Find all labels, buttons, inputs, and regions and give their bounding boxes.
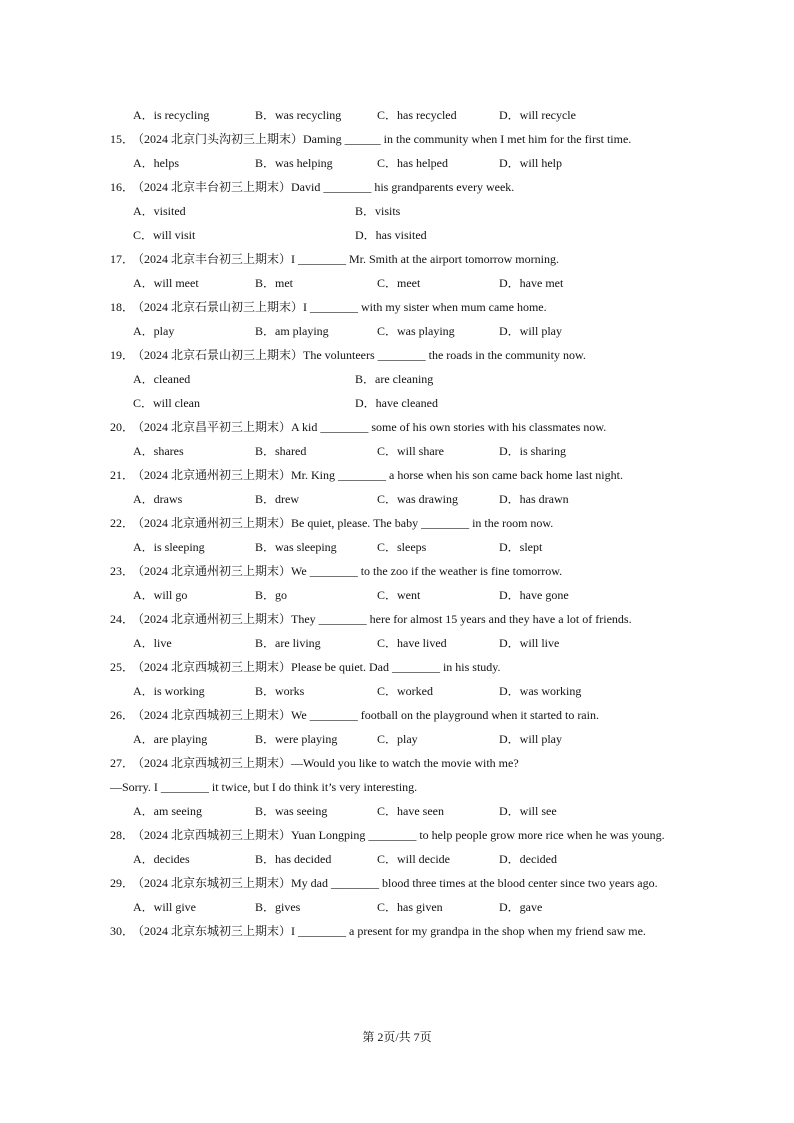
- answer-option: B．was helping: [255, 156, 333, 170]
- question-stem: [110, 706, 700, 730]
- answer-options: [110, 730, 700, 754]
- answer-option: B．go: [255, 588, 288, 602]
- question-continuation: [110, 778, 700, 802]
- answer-option: C．was drawing: [377, 492, 458, 506]
- answer-options: [110, 370, 700, 394]
- answer-option: A．is working: [133, 684, 205, 698]
- answer-option: A．visited: [133, 204, 186, 218]
- question-text: （2024 北京丰台初三上期末）David ________ his grandparents every week.: [132, 180, 515, 194]
- question-text: （2024 北京东城初三上期末）I ________ a present for my grandpa in the shop when my friend saw me.: [132, 924, 646, 938]
- answer-option: A．shares: [133, 444, 184, 458]
- question-stem: [110, 130, 700, 154]
- question-stem: [110, 298, 700, 322]
- answer-option: D．will see: [499, 804, 557, 818]
- answer-option: C．will clean: [133, 396, 200, 410]
- answer-options: [110, 394, 700, 418]
- answer-option: A．decides: [133, 852, 190, 866]
- answer-option: C．was playing: [377, 324, 455, 338]
- answer-option: B．works: [255, 684, 305, 698]
- question-text: （2024 北京石景山初三上期末）The volunteers ________ the roads in the community now.: [132, 348, 586, 362]
- answer-options: [110, 442, 700, 466]
- answer-option: A．will meet: [133, 276, 199, 290]
- answer-options: [110, 274, 700, 298]
- answer-option: B．are living: [255, 636, 321, 650]
- question-text: （2024 北京通州初三上期末）We ________ to the zoo if the weather is fine tomorrow.: [132, 564, 563, 578]
- question-text: （2024 北京西城初三上期末）—Would you like to watch the movie with me?: [132, 756, 519, 770]
- answer-option: D．will play: [499, 324, 562, 338]
- question-number: 27．: [110, 756, 135, 770]
- answer-option: D．have gone: [499, 588, 569, 602]
- question-number: 15．: [110, 132, 135, 146]
- question-text: （2024 北京通州初三上期末）Mr. King ________ a horse when his son came back home last night.: [132, 468, 623, 482]
- answer-option: B．are cleaning: [355, 372, 434, 386]
- answer-option: B．has decided: [255, 852, 332, 866]
- question-stem: [110, 346, 700, 370]
- answer-option: A．are playing: [133, 732, 208, 746]
- question-number: 16．: [110, 180, 135, 194]
- answer-option: B．drew: [255, 492, 299, 506]
- answer-option: A．will go: [133, 588, 188, 602]
- question-number: 29．: [110, 876, 135, 890]
- answer-option: B．was recycling: [255, 108, 342, 122]
- answer-option: B．am playing: [255, 324, 329, 338]
- answer-options: [110, 226, 700, 250]
- answer-option: B．gives: [255, 900, 301, 914]
- question-text: （2024 北京西城初三上期末）Please be quiet. Dad ________ in his study.: [132, 660, 501, 674]
- answer-option: D．decided: [499, 852, 557, 866]
- answer-option: C．will decide: [377, 852, 450, 866]
- answer-option: C．will share: [377, 444, 444, 458]
- question-stem: [110, 754, 700, 778]
- question-text: （2024 北京西城初三上期末）Yuan Longping ________ to help people grow more rice when he was young.: [132, 828, 665, 842]
- answer-option: A．am seeing: [133, 804, 202, 818]
- answer-option: B．was seeing: [255, 804, 328, 818]
- answer-options: [110, 682, 700, 706]
- answer-options: [110, 154, 700, 178]
- answer-option: D．has visited: [355, 228, 427, 242]
- question-text: （2024 北京门头沟初三上期末）Daming ______ in the community when I met him for the first time.: [132, 132, 632, 146]
- question-number: 19．: [110, 348, 135, 362]
- question-number: 26．: [110, 708, 135, 722]
- question-number: 28．: [110, 828, 135, 842]
- answer-options: [110, 898, 700, 922]
- answer-option: C．have lived: [377, 636, 447, 650]
- answer-option: D．slept: [499, 540, 543, 554]
- question-text: （2024 北京东城初三上期末）My dad ________ blood three times at the blood center since two years ago.: [132, 876, 658, 890]
- question-text: （2024 北京通州初三上期末）Be quiet, please. The baby ________ in the room now.: [132, 516, 554, 530]
- question-stem: [110, 562, 700, 586]
- question-number: 22．: [110, 516, 135, 530]
- answer-option: C．meet: [377, 276, 421, 290]
- answer-option: C．sleeps: [377, 540, 427, 554]
- question-stem: [110, 658, 700, 682]
- answer-options: [110, 106, 700, 130]
- question-number: 18．: [110, 300, 135, 314]
- answer-options: [110, 586, 700, 610]
- question-stem: [110, 514, 700, 538]
- question-stem: [110, 466, 700, 490]
- question-number: 23．: [110, 564, 135, 578]
- question-stem: [110, 418, 700, 442]
- answer-option: B．was sleeping: [255, 540, 337, 554]
- question-number: 30．: [110, 924, 135, 938]
- answer-option: A．is recycling: [133, 108, 210, 122]
- question-stem: [110, 922, 700, 946]
- answer-option: C．has helped: [377, 156, 448, 170]
- answer-options: [110, 802, 700, 826]
- answer-option: D．is sharing: [499, 444, 566, 458]
- question-list: [110, 106, 700, 946]
- answer-options: [110, 322, 700, 346]
- answer-option: D．have met: [499, 276, 564, 290]
- answer-option: C．play: [377, 732, 418, 746]
- answer-option: C．has given: [377, 900, 443, 914]
- answer-options: [110, 538, 700, 562]
- question-number: 21．: [110, 468, 135, 482]
- answer-option: C．has recycled: [377, 108, 457, 122]
- answer-option: D．will help: [499, 156, 562, 170]
- question-stem: [110, 610, 700, 634]
- question-stem: [110, 874, 700, 898]
- question-stem: [110, 250, 700, 274]
- answer-option: D．was working: [499, 684, 582, 698]
- answer-options: [110, 634, 700, 658]
- answer-option: A．cleaned: [133, 372, 191, 386]
- answer-option: C．went: [377, 588, 421, 602]
- answer-option: B．visits: [355, 204, 401, 218]
- answer-option: A．draws: [133, 492, 183, 506]
- question-text: （2024 北京石景山初三上期末）I ________ with my sister when mum came home.: [132, 300, 547, 314]
- question-number: 20．: [110, 420, 135, 434]
- answer-options: [110, 202, 700, 226]
- answer-option: C．will visit: [133, 228, 196, 242]
- question-text: （2024 北京丰台初三上期末）I ________ Mr. Smith at the airport tomorrow morning.: [132, 252, 559, 266]
- question-text: （2024 北京通州初三上期末）They ________ here for almost 15 years and they have a lot of friends.: [132, 612, 632, 626]
- question-text: （2024 北京西城初三上期末）We ________ football on the playground when it started to rain.: [132, 708, 599, 722]
- answer-option: A．is sleeping: [133, 540, 205, 554]
- answer-options: [110, 850, 700, 874]
- answer-option: B．were playing: [255, 732, 338, 746]
- question-text: （2024 北京昌平初三上期末）A kid ________ some of his own stories with his classmates now.: [132, 420, 607, 434]
- question-number: 24．: [110, 612, 135, 626]
- answer-option: D．will recycle: [499, 108, 576, 122]
- answer-option: D．will play: [499, 732, 562, 746]
- answer-option: B．met: [255, 276, 293, 290]
- page-footer: 第 2页/共 7页: [362, 1030, 432, 1044]
- answer-option: A．play: [133, 324, 175, 338]
- question-stem: [110, 178, 700, 202]
- answer-option: C．worked: [377, 684, 433, 698]
- answer-option: A．helps: [133, 156, 179, 170]
- answer-option: D．has drawn: [499, 492, 569, 506]
- answer-options: [110, 490, 700, 514]
- question-number: 17．: [110, 252, 135, 266]
- answer-option: D．gave: [499, 900, 543, 914]
- question-text: —Sorry. I ________ it twice, but I do think it’s very interesting.: [110, 780, 418, 794]
- answer-option: A．will give: [133, 900, 196, 914]
- question-number: 25．: [110, 660, 135, 674]
- answer-option: D．will live: [499, 636, 560, 650]
- answer-option: C．have seen: [377, 804, 444, 818]
- answer-option: D．have cleaned: [355, 396, 438, 410]
- answer-option: A．live: [133, 636, 172, 650]
- answer-option: B．shared: [255, 444, 307, 458]
- question-stem: [110, 826, 700, 850]
